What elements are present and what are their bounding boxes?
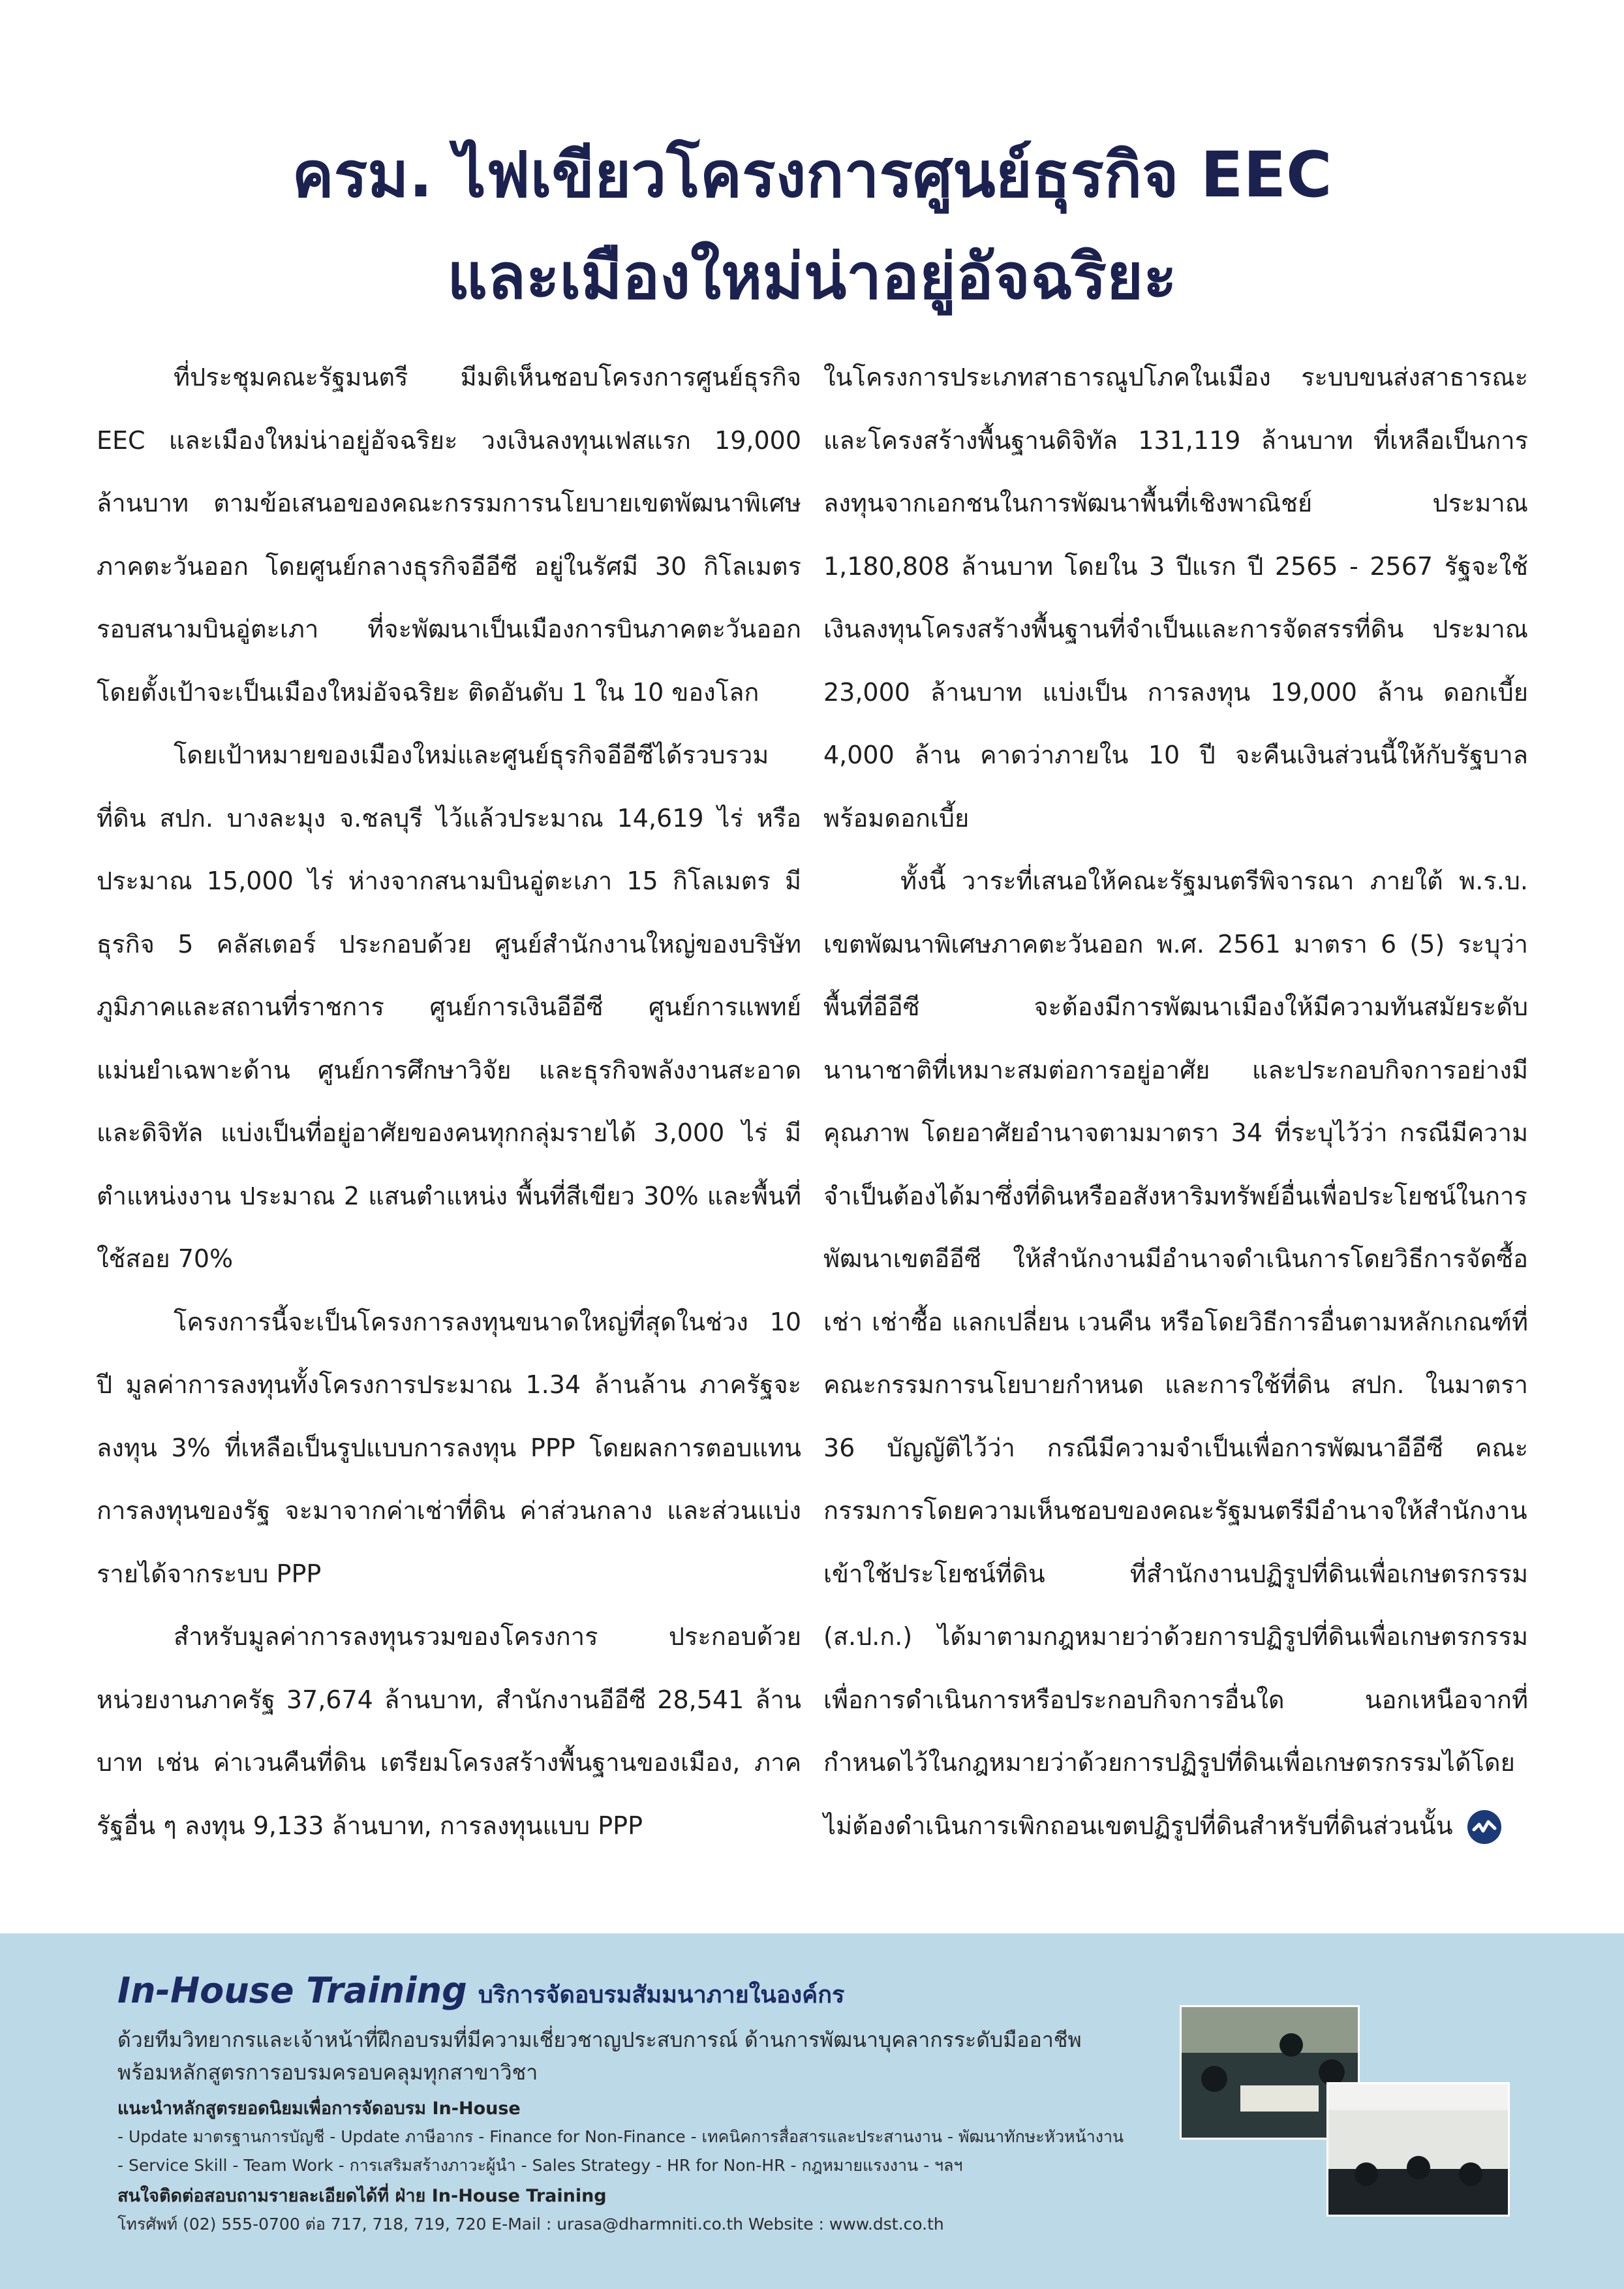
paragraph: ในโครงการประเภทสาธารณูปโภคในเมือง ระบบขนส่งสาธารณะ และโครงสร้างพื้นฐานดิจิทัล 131,119 ล้านบาท ที่เหลือเป็นการลงทุนจากเอกชนในการพัฒนาพื้นที่เชิงพาณิชย์ ประมาณ 1,180,808 ล้านบาท โดยใน 3 ปีแรก ปี 2565 - 2567 รัฐจะใช้เงินลงทุนโครงสร้างพื้นฐานที่จำเป็นและการจัดสรรที่ดิน ประมาณ 23,000 ล้านบาท แบ่งเป็น การลงทุน 19,000 ล้าน ดอกเบี้ย 4,000 ล้าน คาดว่าภายใน 10 ปี จะคืนเงินส่วนนี้ให้กับรัฐบาลพร้อมดอกเบี้ย [823, 363, 1528, 833]
article-title-line-2: และเมืองใหม่น่าอยู่อัจฉริยะ [447, 240, 1177, 313]
paragraph [823, 850, 1528, 1857]
article-title [0, 124, 1624, 328]
footer-heading [117, 1970, 844, 2013]
brand-name: In-House Training [117, 1970, 467, 2011]
article-title-line-1: ครม. ไฟเขียวโครงการศูนย์ธุรกิจ EEC [292, 138, 1332, 211]
end-mark-icon [1467, 1810, 1501, 1844]
contact-heading: สนใจติดต่อสอบถามรายละเอียดได้ที่ ฝ่าย In-House Training [117, 2186, 607, 2206]
paragraph: ที่ประชุมคณะรัฐมนตรี มีมติเห็นชอบโครงการศูนย์ธุรกิจ EEC และเมืองใหม่น่าอยู่อัจฉริยะ วงเงินลงทุนเฟสแรก 19,000 ล้านบาท ตามข้อเสนอของคณะกรรมการนโยบายเขตพัฒนาพิเศษภาคตะวันออก โดยศูนย์กลางธุรกิจอีอีซี อยู่ในรัศมี 30 กิโลเมตร รอบสนามบินอู่ตะเภา ที่จะพัฒนาเป็นเมืองการบินภาคตะวันออก โดยตั้งเป้าจะเป็นเมืองใหม่อัจฉริยะ ติดอันดับ 1 ใน 10 ของโลก [97, 363, 801, 707]
training-photo-2 [1326, 2082, 1510, 2217]
courses-line-1: - Update มาตรฐานการบัญชี - Update ภาษีอากร - Finance for Non-Finance - เทคนิคการสื่อสารและประสานงาน - พัฒนาทักษะหัวหน้างาน [117, 2127, 1124, 2146]
courses-line-2: - Service Skill - Team Work - การเสริมสร้างภาวะผู้นำ - Sales Strategy - HR for Non-HR - กฎหมายแรงงาน - ฯลฯ [117, 2156, 963, 2175]
footer-ad [0, 1933, 1624, 2289]
footer-description-1: ด้วยทีมวิทยากรและเจ้าหน้าที่ฝึกอบรมที่มีความเชี่ยวชาญประสบการณ์ ด้านการพัฒนาบุคลากรระดับมืออาชีพ [117, 2027, 1082, 2052]
paragraph: โดยเป้าหมายของเมืองใหม่และศูนย์ธุรกิจอีอีซีได้รวบรวมที่ดิน สปก. บางละมุง จ.ชลบุรี ไว้แล้วประมาณ 14,619 ไร่ หรือประมาณ 15,000 ไร่ ห่างจากสนามบินอู่ตะเภา 15 กิโลเมตร มีธุรกิจ 5 คลัสเตอร์ ประกอบด้วย ศูนย์สำนักงานใหญ่ของบริษัทภูมิภาคและสถานที่ราชการ ศูนย์การเงินอีอีซี ศูนย์การแพทย์แม่นยำเฉพาะด้าน ศูนย์การศึกษาวิจัย และธุรกิจพลังงานสะอาดและดิจิทัล แบ่งเป็นที่อยู่อาศัยของคนทุกกลุ่มรายได้ 3,000 ไร่ มีตำแหน่งงาน ประมาณ 2 แสนตำแหน่ง พื้นที่สีเขียว 30% และพื้นที่ใช้สอย 70% [97, 741, 801, 1273]
contact-info: โทรศัพท์ (02) 555-0700 ต่อ 717, 718, 719, 720 E-Mail : urasa@dharmniti.co.th Website : www.dst.co.th [117, 2215, 944, 2234]
left-column [97, 346, 801, 1857]
paragraph-text: ทั้งนี้ วาระที่เสนอให้คณะรัฐมนตรีพิจารณา ภายใต้ พ.ร.บ. เขตพัฒนาพิเศษภาคตะวันออก พ.ศ. 2561 มาตรา 6 (5) ระบุว่า พื้นที่อีอีซี จะต้องมีการพัฒนาเมืองให้มีความทันสมัยระดับนานาชาติที่เหมาะสมต่อการอยู่อาศัย และประกอบกิจการอย่างมีคุณภาพ โดยอาศัยอำนาจตามมาตรา 34 ที่ระบุไว้ว่า กรณีมีความจำเป็นต้องได้มาซึ่งที่ดินหรืออสังหาริมทรัพย์อื่นเพื่อประโยชน์ในการพัฒนาเขตอีอีซี ให้สำนักงานมีอำนาจดำเนินการโดยวิธีการจัดซื้อ เช่า เช่าซื้อ แลกเปลี่ยน เวนคืน หรือโดยวิธีการอื่นตามหลักเกณฑ์ที่คณะกรรมการนโยบายกำหนด และการใช้ที่ดิน สปก. ในมาตรา 36 บัญญัติไว้ว่า กรณีมีความจำเป็นเพื่อการพัฒนาอีอีซี คณะกรรมการโดยความเห็นชอบของคณะรัฐมนตรีมีอำนาจให้สำนักงานเข้าใช้ประโยชน์ที่ดิน ที่สำนักงานปฏิรูปที่ดินเพื่อเกษตรกรรม (ส.ป.ก.) ได้มาตามกฎหมายว่าด้วยการปฏิรูปที่ดินเพื่อเกษตรกรรม เพื่อการดำเนินการหรือประกอบกิจการอื่นใด นอกเหนือจากที่กำหนดไว้ในกฎหมายว่าด้วยการปฏิรูปที่ดินเพื่อเกษตรกรรมได้โดยไม่ต้องดำเนินการเพิกถอนเขตปฏิรูปที่ดินสำหรับที่ดินส่วนนั้น [823, 867, 1528, 1840]
brand-subtitle: บริการจัดอบรมสัมมนาภายในองค์กร [478, 1982, 845, 2008]
courses-heading: แนะนำหลักสูตรยอดนิยมเพื่อการจัดอบรม In-House [117, 2098, 521, 2119]
paragraph: โครงการนี้จะเป็นโครงการลงทุนขนาดใหญ่ที่สุดในช่วง 10 ปี มูลค่าการลงทุนทั้งโครงการประมาณ 1.34 ล้านล้าน ภาครัฐจะลงทุน 3% ที่เหลือเป็นรูปแบบการลงทุน PPP โดยผลการตอบแทนการลงทุนของรัฐ จะมาจากค่าเช่าที่ดิน ค่าส่วนกลาง และส่วนแบ่งรายได้จากระบบ PPP [97, 1307, 801, 1588]
paragraph: สำหรับมูลค่าการลงทุนรวมของโครงการ ประกอบด้วย หน่วยงานภาครัฐ 37,674 ล้านบาท, สำนักงานอีอีซี 28,541 ล้านบาท เช่น ค่าเวนคืนที่ดิน เตรียมโครงสร้างพื้นฐานของเมือง, ภาครัฐอื่น ๆ ลงทุน 9,133 ล้านบาท, การลงทุนแบบ PPP [97, 1622, 801, 1840]
footer-description-2: พร้อมหลักสูตรการอบรมครอบคลุมทุกสาขาวิชา [117, 2060, 538, 2085]
right-column [823, 346, 1528, 1857]
